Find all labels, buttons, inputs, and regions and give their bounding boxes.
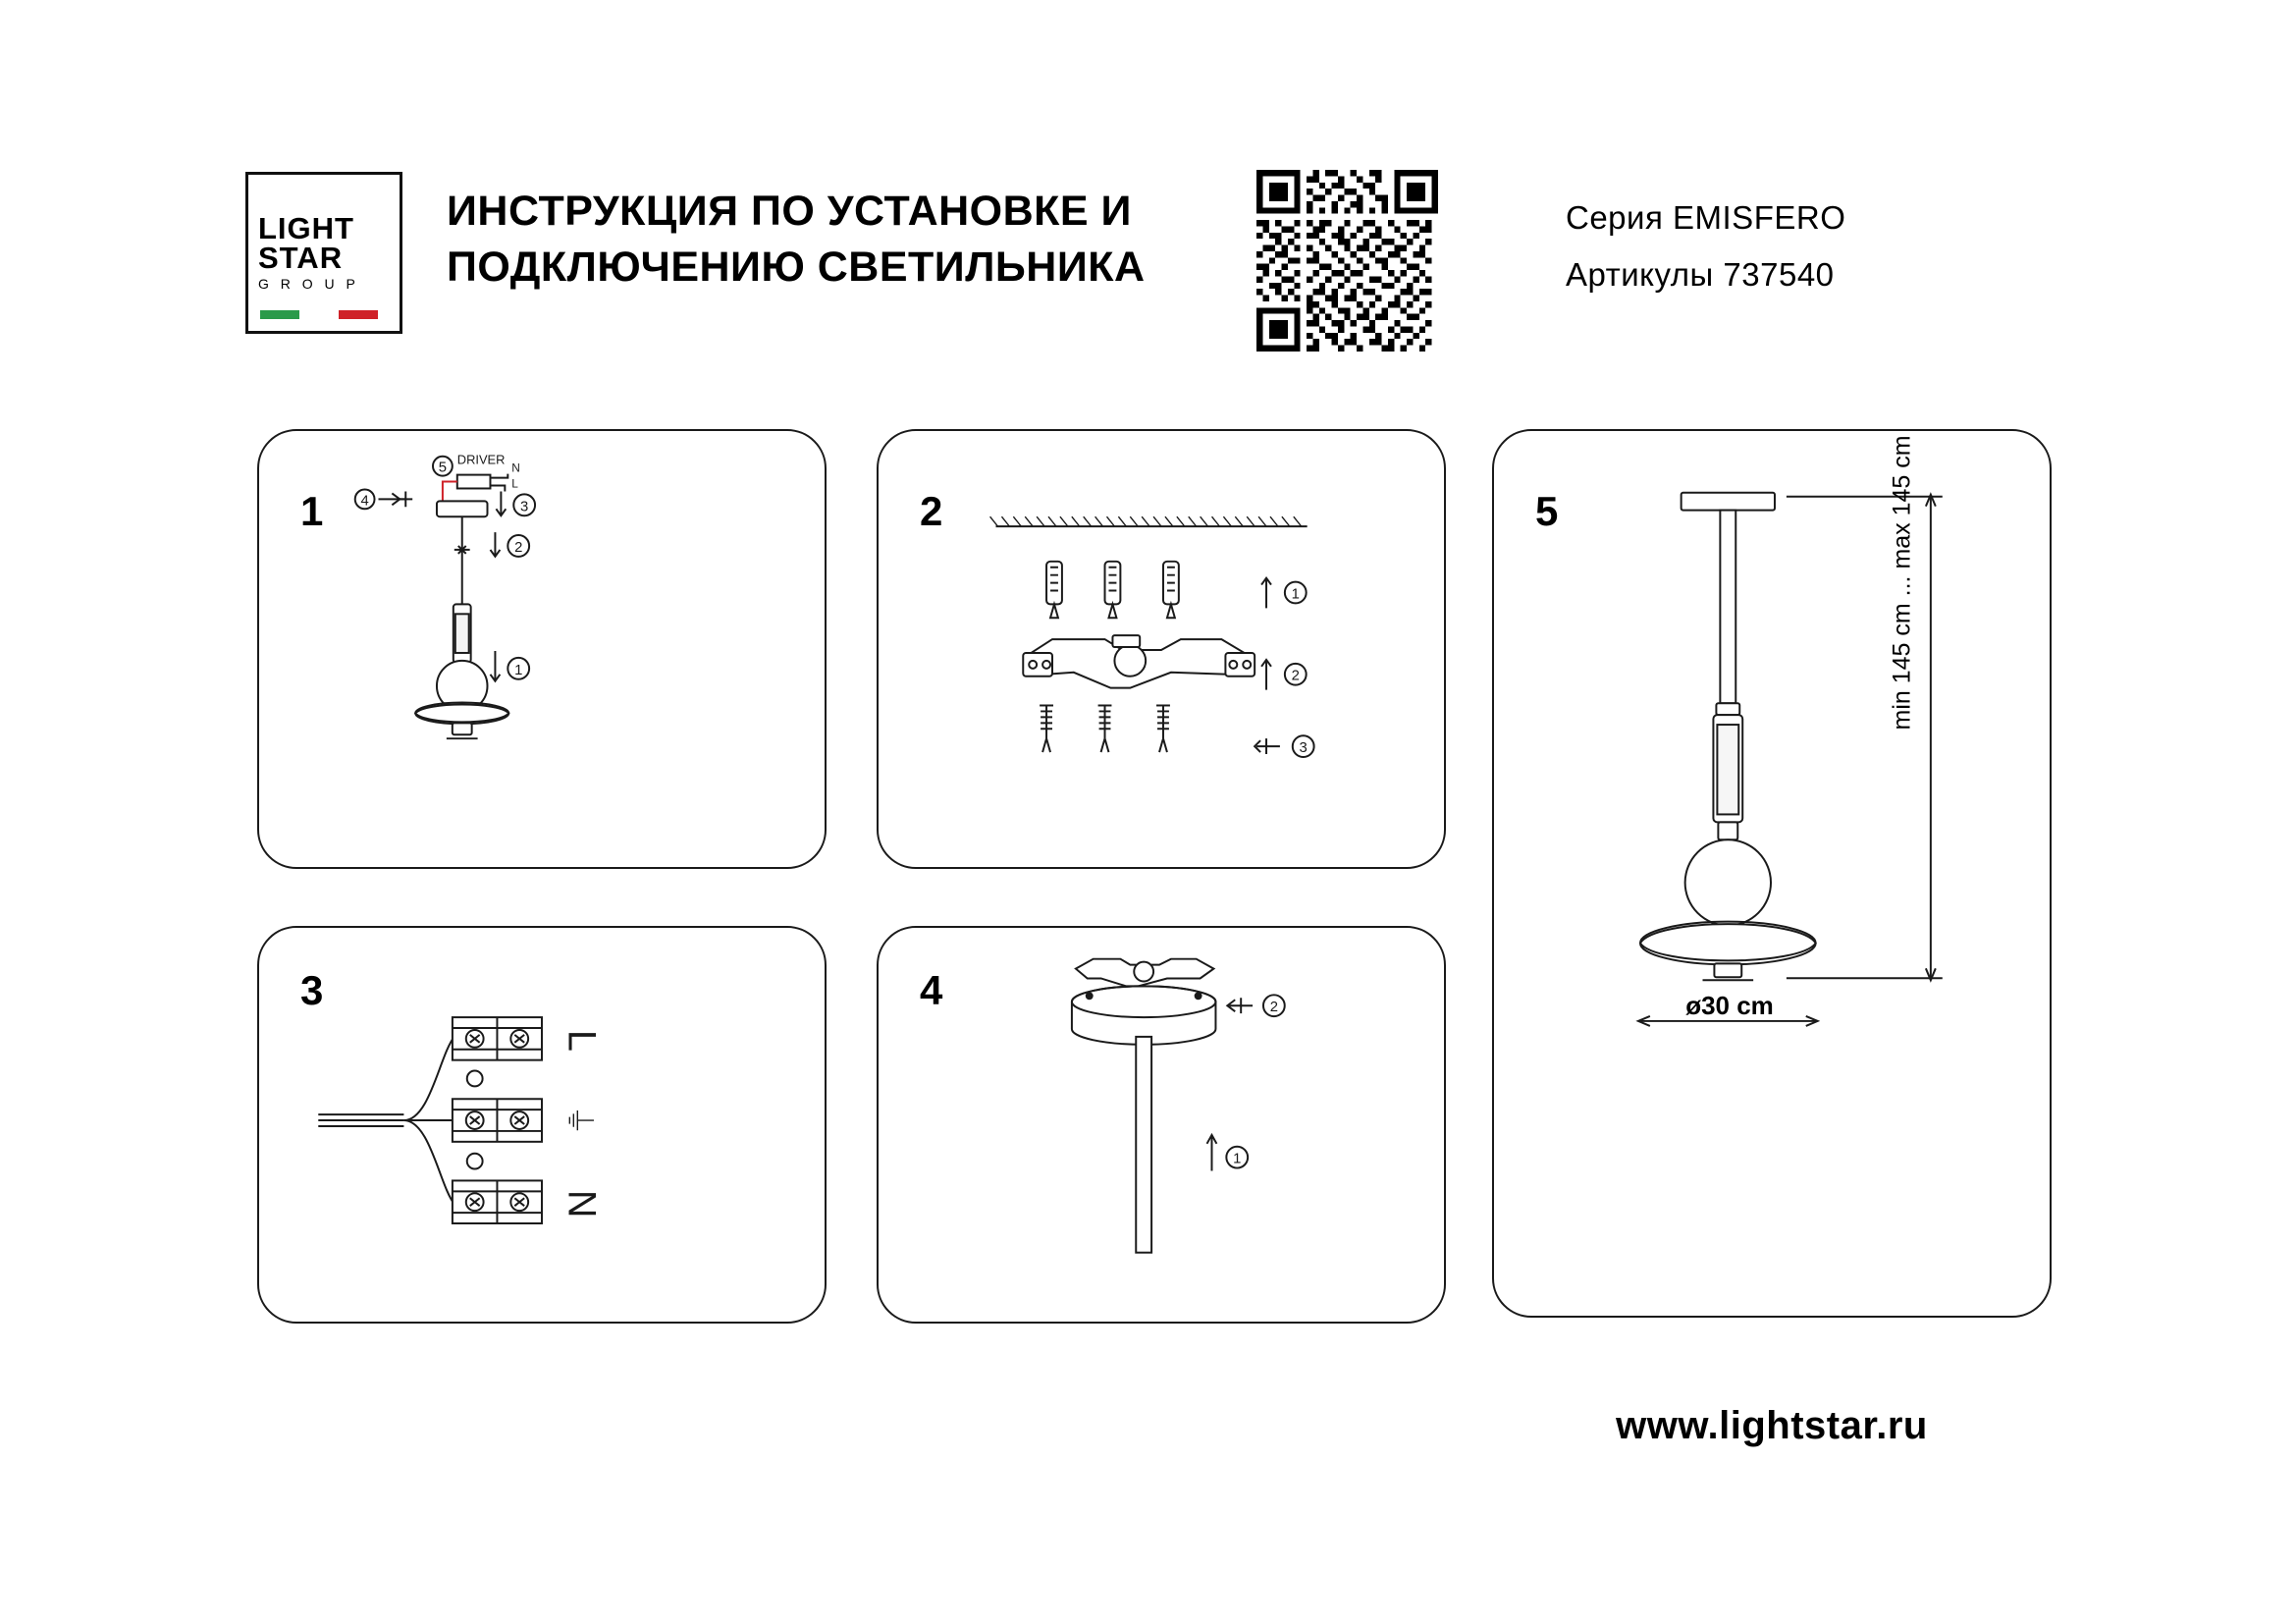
svg-text:1: 1	[1291, 586, 1300, 603]
step-number-5: 5	[1535, 488, 1559, 534]
logo-group-text: G R O U P	[258, 276, 359, 293]
step-5-illustration	[1494, 431, 2050, 1316]
logo-line-1: LIGHT	[258, 210, 354, 245]
brand-logo	[245, 172, 402, 334]
logo-line-2: STAR	[258, 241, 344, 275]
series-label: Серия EMISFERO	[1566, 199, 1846, 236]
svg-text:3: 3	[520, 499, 529, 515]
svg-text:1: 1	[1233, 1151, 1242, 1167]
website-url[interactable]: www.lightstar.ru	[1616, 1404, 1928, 1447]
step-3-illustration	[259, 928, 825, 1322]
svg-text:2: 2	[1269, 1000, 1278, 1016]
page-title: ИНСТРУКЦИЯ ПО УСТАНОВКЕ И ПОДКЛЮЧЕНИЮ СВЕТИЛЬНИКА	[447, 188, 1146, 292]
page-header	[245, 162, 2052, 358]
diameter-dimension-label: ø30 cm	[1685, 991, 1774, 1020]
svg-text:4: 4	[360, 493, 369, 510]
step-panel-1	[257, 429, 827, 869]
svg-text:N: N	[511, 460, 520, 475]
height-dimension-label: min 145 cm ... max 145 cm	[1888, 435, 1916, 731]
step-number-1: 1	[300, 488, 324, 534]
svg-text:2: 2	[1291, 668, 1300, 684]
step-number-3: 3	[300, 967, 324, 1013]
article-label: Артикулы 737540	[1566, 255, 1835, 293]
step-panel-3	[257, 926, 827, 1324]
terminal-label-ground: ⏚	[561, 1105, 598, 1136]
step-number-4: 4	[920, 967, 943, 1013]
italy-flag-icon	[260, 310, 378, 319]
terminal-label-l: L	[560, 1029, 604, 1052]
step-panel-4	[877, 926, 1446, 1324]
svg-text:DRIVER: DRIVER	[456, 452, 506, 467]
svg-text:L: L	[511, 476, 518, 491]
step-4-illustration	[879, 928, 1444, 1322]
step-panel-2	[877, 429, 1446, 869]
svg-text:1: 1	[514, 662, 523, 678]
svg-text:3: 3	[1299, 740, 1308, 757]
step-number-2: 2	[920, 488, 943, 534]
step-2-illustration	[879, 431, 1444, 867]
product-info	[1566, 189, 2037, 303]
terminal-label-n: N	[560, 1189, 604, 1218]
qr-code-icon	[1256, 170, 1438, 352]
svg-text:2: 2	[514, 539, 523, 556]
svg-text:5: 5	[438, 460, 448, 476]
step-1-illustration	[259, 431, 825, 867]
step-panel-5	[1492, 429, 2052, 1318]
